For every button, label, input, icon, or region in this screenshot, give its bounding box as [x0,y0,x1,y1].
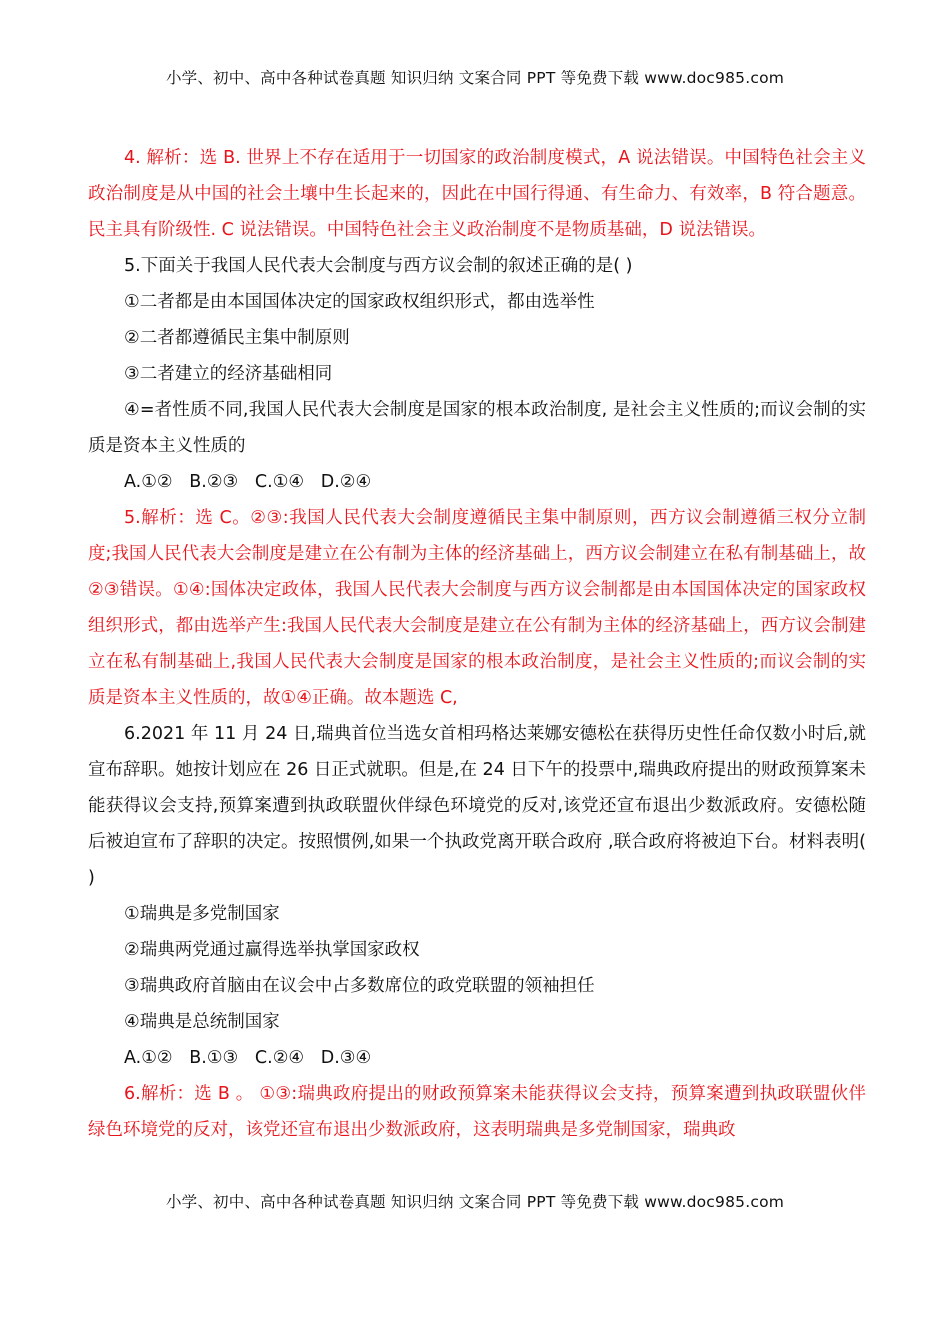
question-5-options: A.①② B.②③ C.①④ D.②④ [124,472,372,492]
question-5-item-3: ③二者建立的经济基础相同 [124,364,333,384]
question-6-item-2: ②瑞典两党通过赢得选举执掌国家政权 [124,940,420,960]
page-header: 小学、初中、高中各种试卷真题 知识归纳 文案合同 PPT 等免费下载 www.doc985.com [165,69,785,87]
document-body [88,140,866,1148]
question-6-stem: 6.2021 年 11 月 24 日,瑞典首位当选女首相玛格达莱娜安德松在获得历史性任命仅数小时后,就宣布辞职。她按计划应在 26 日正式就职。但是,在 24 日下午的投票中,瑞典政府提出的财政预算案未能获得议会支持,预算案遭到执政联盟伙伴绿色环境党的反对,该党还宣布退出少数派政府。安德松随后被迫宣布了辞职的决定。按照惯例,如果一个执政党离开联合政府 ,联合政府将被迫下台。材料表明( ) [88,724,866,888]
question-6-item-3: ③瑞典政府首脑由在议会中占多数席位的政党联盟的领袖担任 [124,976,595,996]
answer-5-explanation: 5.解析：选 C。②③:我国人民代表大会制度遵循民主集中制原则，西方议会制遵循三权分立制度;我国人民代表大会制度是建立在公有制为主体的经济基础上，西方议会制建立在私有制基础上，故②③错误。①④:国体决定政体，我国人民代表大会制度与西方议会制都是由本国国体决定的国家政权组织形式，都由选举产生:我国人民代表大会制度是建立在公有制为主体的经济基础上，西方议会制建立在私有制基础上,我国人民代表大会制度是国家的根本政治制度，是社会主义性质的;而议会制的实质是资本主义性质的，故①④正确。故本题选 C, [88,508,866,708]
question-5-item-4: ④=者性质不同,我国人民代表大会制度是国家的根本政治制度, 是社会主义性质的;而议会制的实质是资本主义性质的 [88,400,866,456]
question-6-item-4: ④瑞典是总统制国家 [124,1012,280,1032]
question-5-item-1: ①二者都是由本国国体决定的国家政权组织形式，都由选举性 [124,292,595,312]
question-6-options: A.①② B.①③ C.②④ D.③④ [124,1048,372,1068]
question-5-item-2: ②二者都遵循民主集中制原则 [124,328,350,348]
question-6-item-1: ①瑞典是多党制国家 [124,904,280,924]
page-footer: 小学、初中、高中各种试卷真题 知识归纳 文案合同 PPT 等免费下载 www.doc985.com [165,1193,785,1211]
question-5-stem: 5.下面关于我国人民代表大会制度与西方议会制的叙述正确的是( ) [124,256,633,276]
answer-4-explanation: 4. 解析：选 B. 世界上不存在适用于一切国家的政治制度模式，A 说法错误。中国特色社会主义政治制度是从中国的社会土壤中生长起来的，因此在中国行得通、有生命力、有效率，B 符合题意。民主具有阶级性. C 说法错误。中国特色社会主义政治制度不是物质基础，D 说法错误。 [88,148,866,240]
answer-6-explanation: 6.解析：选 B 。 ①③:瑞典政府提出的财政预算案未能获得议会支持，预算案遭到执政联盟伙伴绿色环境党的反对，该党还宣布退出少数派政府，这表明瑞典是多党制国家，瑞典政 [88,1084,866,1140]
